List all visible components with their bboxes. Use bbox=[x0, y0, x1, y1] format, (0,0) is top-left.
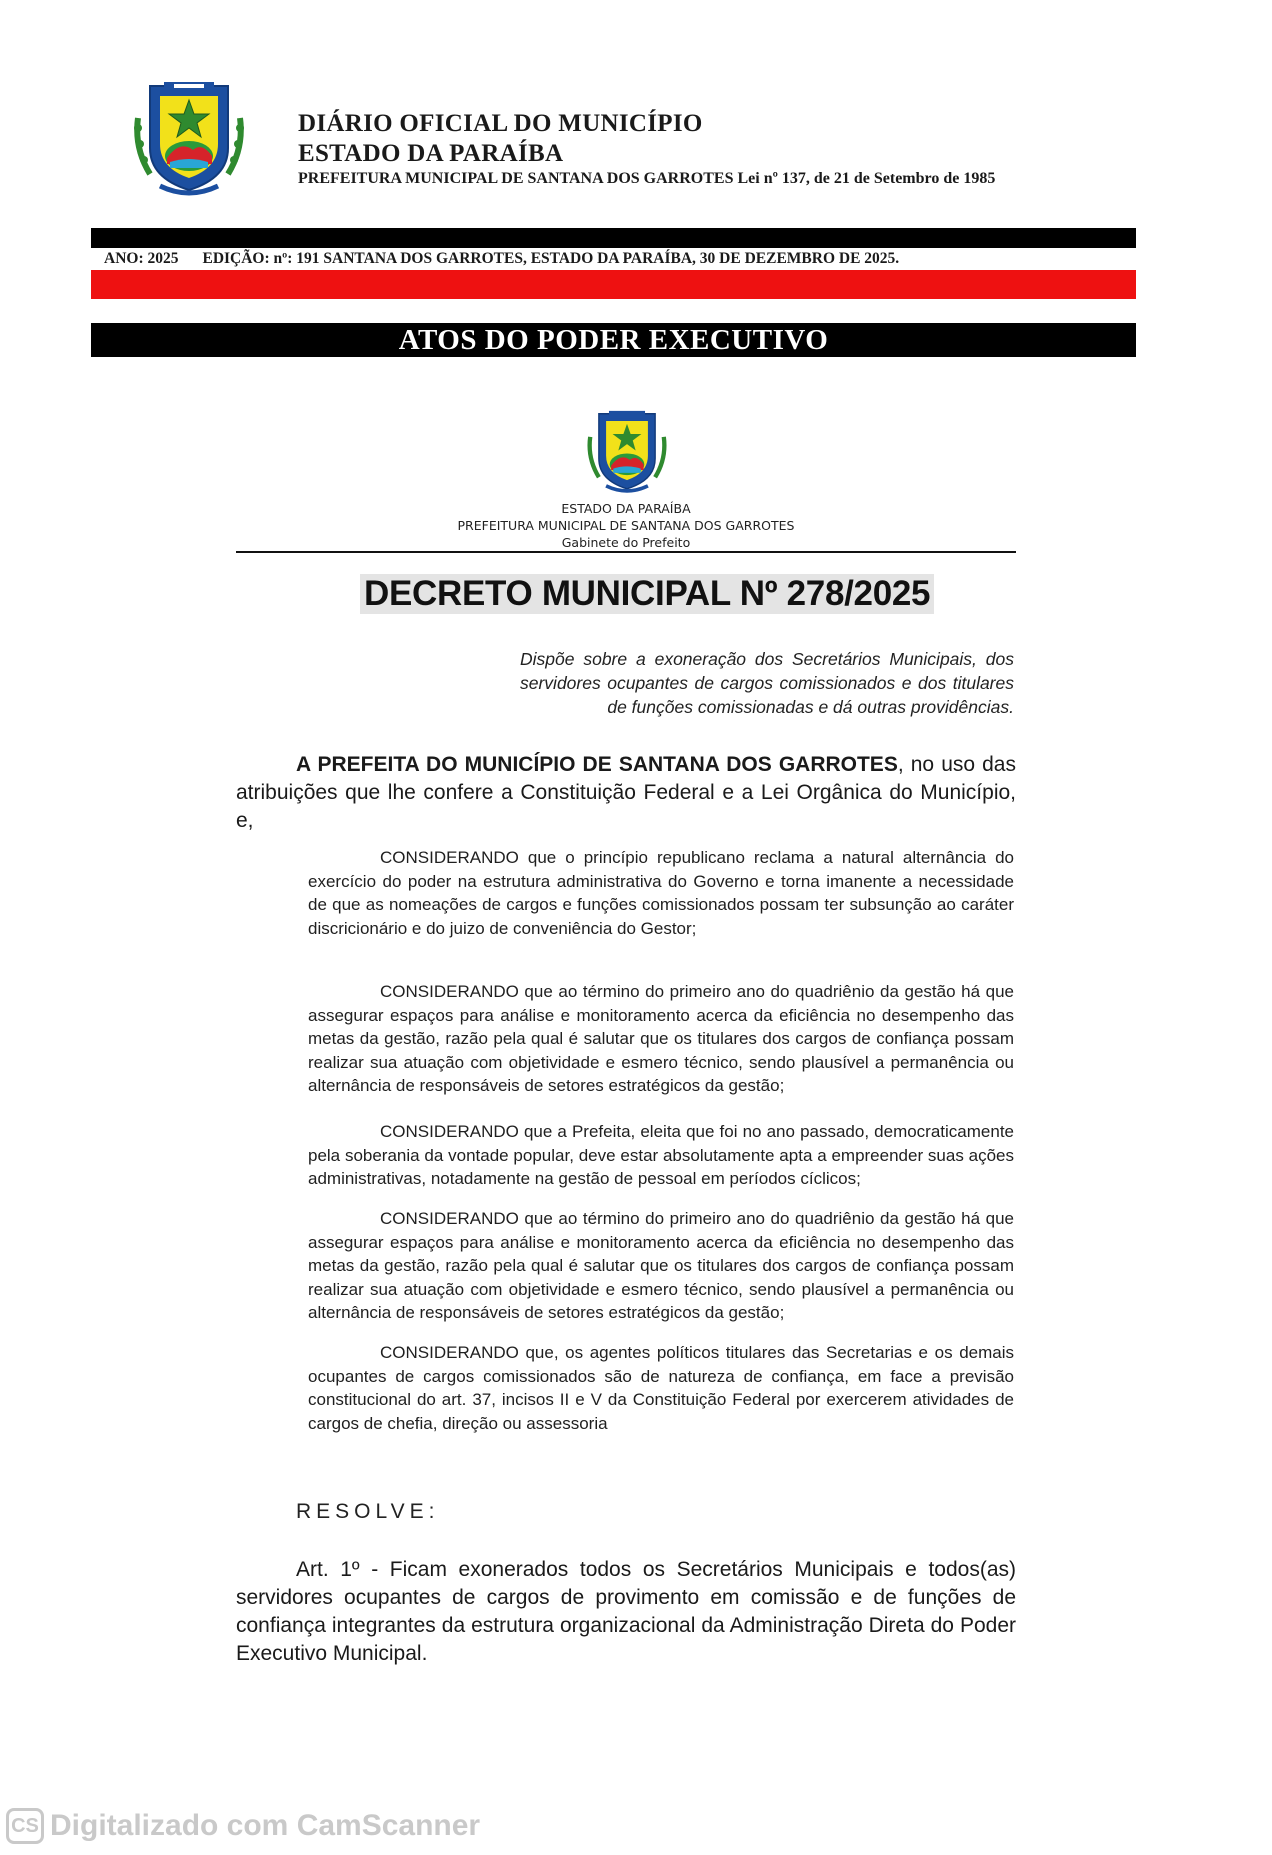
camscanner-watermark bbox=[6, 1806, 480, 1846]
gazette-subtitle: PREFEITURA MUNICIPAL DE SANTANA DOS GARROTES Lei nº 137, de 21 de Setembro de 1985 bbox=[298, 170, 996, 187]
watermark-text: Digitalizado com CamScanner bbox=[50, 1809, 481, 1842]
edition-info bbox=[104, 250, 899, 268]
section-title-bar: ATOS DO PODER EXECUTIVO bbox=[91, 323, 1136, 357]
decree-title: DECRETO MUNICIPAL Nº 278/2025 bbox=[360, 574, 934, 614]
preamble-text: , no uso das atribuições que lhe confere a Constituição Federal e a Lei Orgânica do Município, e, bbox=[236, 753, 1016, 832]
considerando-4: CONSIDERANDO que ao término do primeiro ano do quadriênio da gestão há que assegurar espaços para análise e monitoramento acerca da eficiência no desempenho das metas da gestão, razão pela qual é salutar que os titulares dos cargos de confiança possam realizar sua atuação com objetividade e esmero técnico, sendo plausível a permanência ou alternância de responsáveis de setores estratégicos da gestão; bbox=[308, 1209, 1014, 1322]
header-divider bbox=[236, 551, 1016, 553]
gazette-title: DIÁRIO OFICIAL DO MUNICÍPIO bbox=[298, 110, 703, 137]
edition-year: ANO: 2025 bbox=[104, 250, 179, 267]
decree-preamble bbox=[236, 751, 1016, 835]
band-red-stripe bbox=[91, 270, 1136, 299]
considerando-2: CONSIDERANDO que ao término do primeiro ano do quadriênio da gestão há que assegurar espaços para análise e monitoramento acerca da eficiência no desempenho das metas da gestão, razão pela qual é salutar que os titulares dos cargos de confiança possam realizar sua atuação com objetividade e esmero técnico, sendo plausível a permanência ou alternância de responsáveis de setores estratégicos da gestão; bbox=[308, 982, 1014, 1095]
considerando-1: CONSIDERANDO que o princípio republicano reclama a natural alternância do exercício do poder na estrutura administrativa do Governo e torna imanente a necessidade de que as nomeações de cargos e funções comissionados possam ter subsunção ao caráter discricionário e do juizo de conveniência do Gestor; bbox=[308, 848, 1014, 938]
resolve-heading: RESOLVE: bbox=[296, 1500, 440, 1523]
decree-header-office: Gabinete do Prefeito bbox=[561, 535, 691, 550]
considerando-5: CONSIDERANDO que, os agentes políticos titulares das Secretarias e os demais ocupantes de cargos comissionados são de natureza de confiança, em face a previsão constitucional do art. 37, incisos II e V da Constituição Federal por exercerem atividades de cargos de chefia, direção ou assessoria bbox=[308, 1343, 1014, 1433]
band-black-stripe bbox=[91, 228, 1136, 248]
decree-summary: Dispõe sobre a exoneração dos Secretários Municipais, dos servidores ocupantes de cargos comissionados e dos titulares de funções comissionadas e dá outras providências. bbox=[520, 649, 1014, 717]
gazette-state: ESTADO DA PARAÍBA bbox=[298, 140, 564, 167]
decree-header-prefecture: PREFEITURA MUNICIPAL DE SANTANA DOS GARROTES bbox=[457, 518, 795, 533]
municipal-crest-icon bbox=[130, 78, 248, 200]
article-1: Art. 1º - Ficam exonerados todos os Secretários Municipais e todos(as) servidores ocupantes de cargos de provimento em comissão e de funções de confiança integrantes da estrutura organizacional da Administração Direta do Poder Executivo Municipal. bbox=[236, 1558, 1016, 1665]
camscanner-logo-icon: CS bbox=[6, 1808, 44, 1844]
preamble-authority: A PREFEITA DO MUNICÍPIO DE SANTANA DOS GARROTES bbox=[296, 753, 898, 776]
decree-crest-icon bbox=[584, 408, 670, 496]
considerando-3: CONSIDERANDO que a Prefeita, eleita que foi no ano passado, democraticamente pela soberania da vontade popular, deve estar absolutamente apta a empreender suas ações administrativas, notadamente na gestão de pessoal em períodos cíclicos; bbox=[308, 1122, 1014, 1188]
decree-header-state: ESTADO DA PARAÍBA bbox=[561, 501, 691, 516]
edition-number: EDIÇÃO: nº: 191 SANTANA DOS GARROTES, ESTADO DA PARAÍBA, 30 DE DEZEMBRO DE 2025. bbox=[202, 250, 900, 267]
